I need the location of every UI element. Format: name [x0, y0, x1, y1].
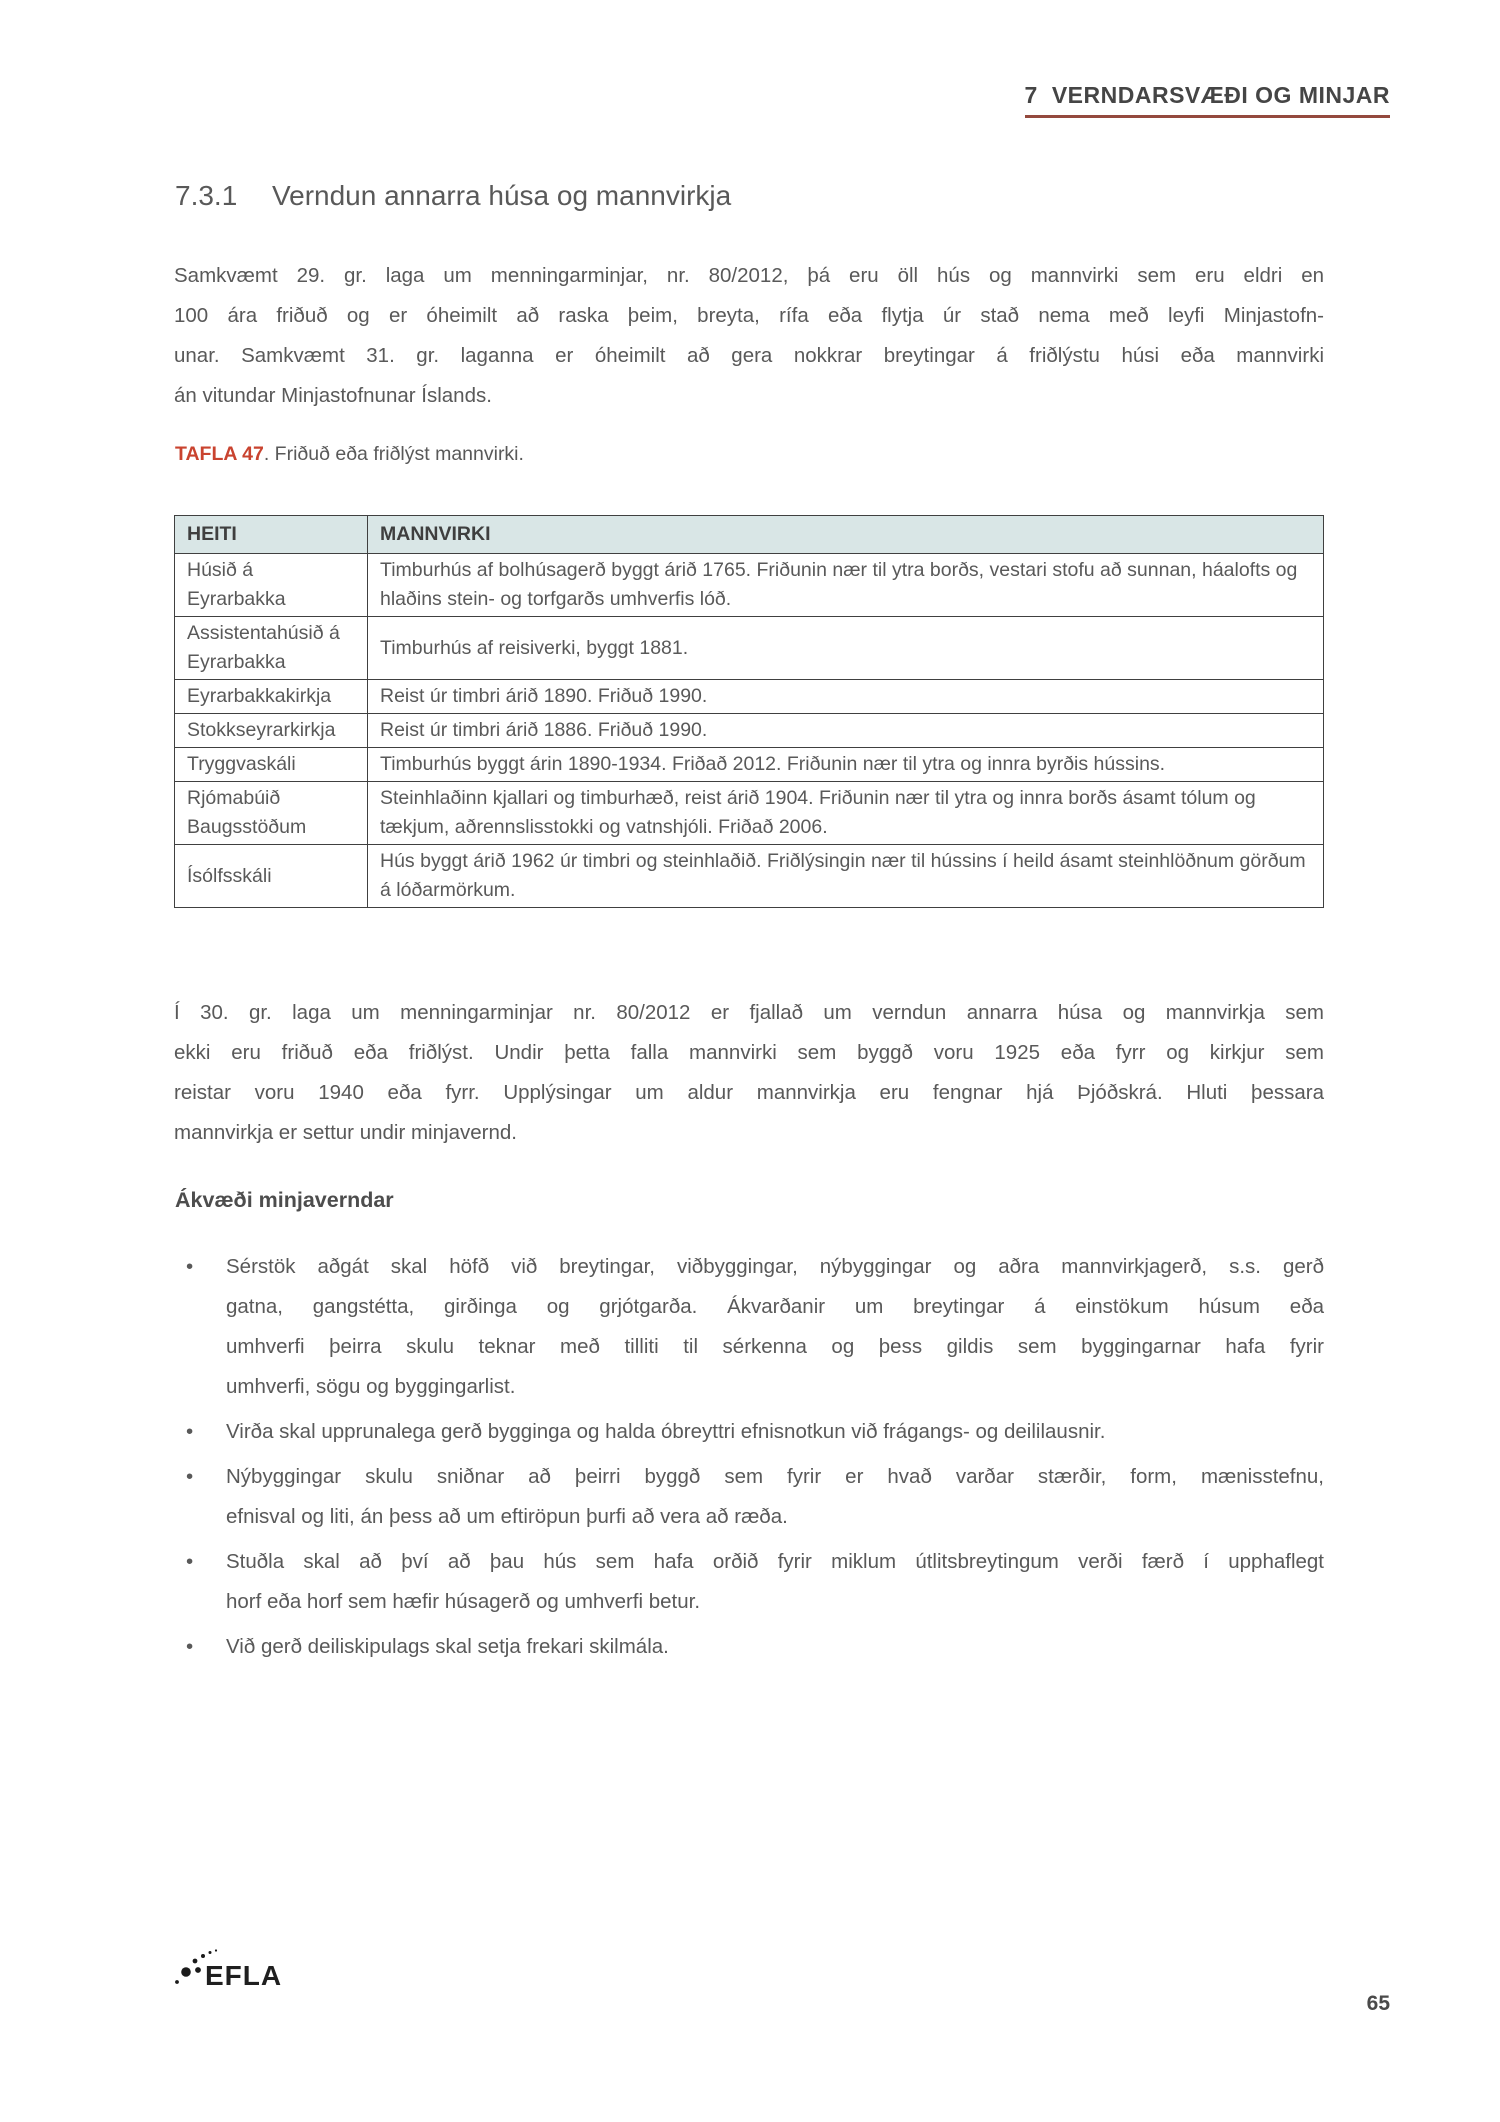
- cell-heiti: Assistentahúsið á Eyrarbakka: [175, 617, 368, 680]
- section-title: Verndun annarra húsa og mannvirkja: [272, 180, 732, 211]
- bullet-line: Sérstök aðgát skal höfð við breytingar, viðbyggingar, nýbyggingar og aðra mannvirkjagerð, s.s. gerð: [226, 1255, 1324, 1278]
- table-row: [175, 845, 1324, 908]
- bullet-line: Stuðla skal að því að þau hús sem hafa orðið fyrir miklum útlitsbreytingum verði færð í upphaflegt: [226, 1550, 1324, 1573]
- column-header-mannvirki: MANNVIRKI: [368, 516, 1324, 554]
- section-number: 7.3.1: [175, 180, 238, 211]
- protected-structures-table: [174, 515, 1324, 908]
- table-row: [175, 748, 1324, 782]
- bullet-line: Virða skal upprunalega gerð bygginga og halda óbreyttri efnisnotkun við frágangs- og deililausnir.: [226, 1420, 1106, 1443]
- protected-structures-table-wrap: [174, 515, 1324, 908]
- efla-logo-graphic: [170, 1946, 300, 1994]
- efla-logo-text: EFLA: [205, 1960, 283, 1991]
- table-row: [175, 782, 1324, 845]
- bullet-item: [174, 1457, 1324, 1537]
- bullet-marker: •: [186, 1420, 194, 1443]
- subheading-akvaedi-minjaverndar: Ákvæði minjaverndar: [175, 1188, 394, 1212]
- cell-heiti: Húsið á Eyrarbakka: [175, 554, 368, 617]
- cell-heiti: Rjómabúið Baugsstöðum: [175, 782, 368, 845]
- table-caption-text: . Friðuð eða friðlýst mannvirki.: [263, 443, 524, 465]
- cell-mannvirki: Timburhús byggt árin 1890-1934. Friðað 2012. Friðunin nær til ytra og innra byrðis hússins.: [368, 748, 1324, 782]
- table-header-row: [175, 516, 1324, 554]
- paragraph-line: unar. Samkvæmt 31. gr. laganna er óheimilt að gera nokkrar breytingar á friðlýstu húsi eða mannvirki: [174, 344, 1324, 367]
- bullet-line: efnisval og liti, án þess að um eftiröpun þurfi að vera að ræða.: [226, 1505, 788, 1528]
- cell-heiti: Ísólfsskáli: [175, 845, 368, 908]
- bullet-marker: •: [186, 1635, 194, 1658]
- running-header: [1025, 82, 1390, 118]
- table-row: [175, 714, 1324, 748]
- running-header-text: [1025, 82, 1390, 118]
- cell-mannvirki: Reist úr timbri árið 1890. Friðuð 1990.: [368, 680, 1324, 714]
- paragraph-line: ekki eru friðuð eða friðlýst. Undir þetta falla mannvirki sem byggð voru 1925 eða fyrr og kirkjur sem: [174, 1041, 1324, 1064]
- paragraph-line: án vitundar Minjastofnunar Íslands.: [174, 384, 492, 407]
- cell-heiti: Eyrarbakkakirkja: [175, 680, 368, 714]
- bullet-line: umhverfi, sögu og byggingarlist.: [226, 1375, 516, 1398]
- cell-mannvirki: Reist úr timbri árið 1886. Friðuð 1990.: [368, 714, 1324, 748]
- page-number: 65: [1366, 1992, 1390, 2015]
- cell-mannvirki: Steinhlaðinn kjallari og timburhæð, reist árið 1904. Friðunin nær til ytra og innra borðs ásamt tólum og tækjum, aðrennslisstokki og vatnshjóli. Friðað 2006.: [368, 782, 1324, 845]
- bullet-marker: •: [186, 1550, 194, 1573]
- bullet-item: [174, 1247, 1324, 1407]
- bullet-item: [174, 1627, 1324, 1667]
- bullet-line: horf eða horf sem hæfir húsagerð og umhverfi betur.: [226, 1590, 701, 1613]
- column-header-heiti: HEITI: [175, 516, 368, 554]
- paragraph-intro: [174, 256, 1324, 416]
- chapter-title: VERNDARSVÆÐI OG MINJAR: [1051, 82, 1390, 108]
- table-row: [175, 680, 1324, 714]
- bullet-line: umhverfi þeirra skulu teknar með tilliti til sérkenna og þess gildis sem byggingarnar hafa fyrir: [226, 1335, 1324, 1358]
- bullet-marker: •: [186, 1255, 194, 1278]
- paragraph-line: Í 30. gr. laga um menningarminjar nr. 80/2012 er fjallað um verndun annarra húsa og mannvirkja sem: [174, 1001, 1324, 1024]
- paragraph-30gr: [174, 993, 1324, 1153]
- chapter-number: 7: [1024, 82, 1038, 108]
- section-heading: [175, 180, 731, 212]
- cell-heiti: Stokkseyrarkirkja: [175, 714, 368, 748]
- cell-mannvirki: Timburhús af reisiverki, byggt 1881.: [368, 617, 1324, 680]
- table-row: [175, 554, 1324, 617]
- table-caption: [175, 443, 524, 466]
- table-row: [175, 617, 1324, 680]
- cell-mannvirki: Timburhús af bolhúsagerð byggt árið 1765. Friðunin nær til ytra borðs, vestari stofu að sunnan, háalofts og hlaðins stein- og torfgarðs umhverfis lóð.: [368, 554, 1324, 617]
- bullet-item: [174, 1412, 1324, 1452]
- bullet-list: [174, 1247, 1324, 1672]
- paragraph-line: reistar voru 1940 eða fyrr. Upplýsingar um aldur mannvirkja eru fengnar hjá Þjóðskrá. Hluti þessara: [174, 1081, 1324, 1104]
- paragraph-line: Samkvæmt 29. gr. laga um menningarminjar, nr. 80/2012, þá eru öll hús og mannvirki sem eru eldri en: [174, 264, 1324, 287]
- bullet-item: [174, 1542, 1324, 1622]
- cell-heiti: Tryggvaskáli: [175, 748, 368, 782]
- efla-logo: [170, 1946, 300, 1994]
- paragraph-line: 100 ára friðuð og er óheimilt að raska þeim, breyta, rífa eða flytja úr stað nema með leyfi Minjastofn-: [174, 304, 1324, 327]
- bullet-line: Við gerð deiliskipulags skal setja frekari skilmála.: [226, 1635, 669, 1658]
- cell-mannvirki: Hús byggt árið 1962 úr timbri og steinhlaðið. Friðlýsingin nær til hússins í heild ásamt steinhlöðnum görðum á lóðarmörkum.: [368, 845, 1324, 908]
- table-caption-label: TAFLA 47: [175, 443, 264, 465]
- bullet-line: gatna, gangstétta, girðinga og grjótgarða. Ákvarðanir um breytingar á einstökum húsum eða: [226, 1295, 1324, 1318]
- bullet-marker: •: [186, 1465, 194, 1488]
- bullet-line: Nýbyggingar skulu sniðnar að þeirri byggð sem fyrir er hvað varðar stærðir, form, mænisstefnu,: [226, 1465, 1324, 1488]
- paragraph-line: mannvirkja er settur undir minjavernd.: [174, 1121, 517, 1144]
